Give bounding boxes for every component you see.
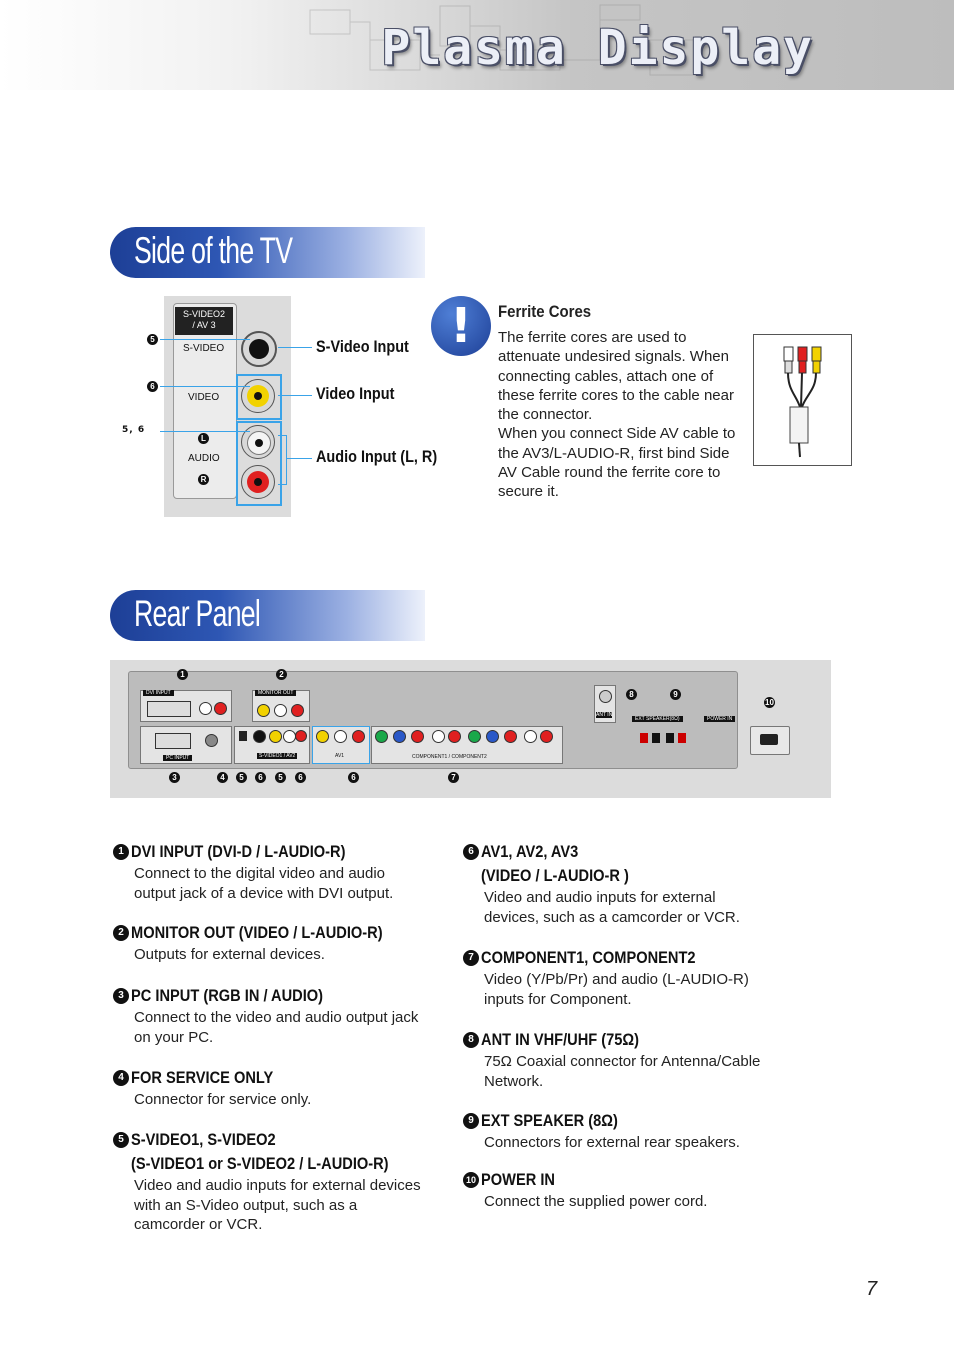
- comp2-pr-jack[interactable]: [504, 730, 517, 743]
- section-title-side: Side of the TV: [134, 230, 293, 271]
- av2-video-jack[interactable]: [269, 730, 282, 743]
- av1-audio-l-jack[interactable]: [334, 730, 347, 743]
- section-title-rear: Rear Panel: [134, 593, 261, 634]
- rgb-port[interactable]: [155, 733, 191, 749]
- rear-marker-10: 10: [765, 698, 774, 707]
- service-port[interactable]: [239, 731, 247, 741]
- side-label-l: L: [198, 433, 209, 444]
- legend-body-10: Connect the supplied power cord.: [484, 1193, 708, 1210]
- legend-title-6: AV1, AV2, AV3: [481, 842, 579, 861]
- dvi-label: DVI INPUT: [143, 690, 174, 696]
- av1-label: AV1: [335, 753, 345, 759]
- callout-line-svideo: [278, 347, 312, 348]
- callout-line-audio: [286, 458, 312, 459]
- section-banner-rear: [110, 590, 425, 641]
- dvi-port[interactable]: [147, 701, 191, 717]
- legend-title-2: MONITOR OUT (VIDEO / L-AUDIO-R): [131, 923, 383, 942]
- legend-title-3: PC INPUT (RGB IN / AUDIO): [131, 986, 324, 1005]
- legend-num-8: 8: [463, 1032, 479, 1048]
- comp1-pb-jack[interactable]: [393, 730, 406, 743]
- av2-audio-r-jack[interactable]: [295, 730, 307, 742]
- ant-in-jack[interactable]: [599, 690, 612, 703]
- legend-body-9: Connectors for external rear speakers.: [484, 1134, 740, 1151]
- legend-num-5: 5: [113, 1132, 129, 1148]
- ant-in-block: [594, 685, 616, 723]
- legend-item-10: [463, 1168, 763, 1212]
- legend-body-4: Connector for service only.: [134, 1091, 312, 1108]
- pc-input-block: [140, 726, 232, 764]
- dvi-input-block: [140, 690, 232, 722]
- comp2-pb-jack[interactable]: [486, 730, 499, 743]
- rear-marker-1: 1: [177, 669, 188, 680]
- legend-item-3: [113, 984, 423, 1047]
- legend-title2-6: (VIDEO / L-AUDIO-R ): [481, 866, 629, 885]
- monitor-label: MONITOR OUT: [255, 690, 296, 696]
- rear-marker-6c: 6: [348, 772, 359, 783]
- comp2-y-jack[interactable]: [468, 730, 481, 743]
- ext-speaker-r-minus[interactable]: [666, 733, 674, 743]
- rear-marker-6b: 6: [295, 772, 306, 783]
- legend-body-6: Video and audio inputs for external devices, such as a camcorder or VCR.: [484, 889, 740, 926]
- side-marker-audio: 5, 6: [122, 425, 146, 435]
- pc-audio-jack[interactable]: [205, 734, 218, 747]
- legend-num-4: 4: [113, 1070, 129, 1086]
- side-marker-video: 6: [147, 381, 158, 392]
- dvi-audio-l-jack[interactable]: [199, 702, 212, 715]
- legend-item-8: [463, 1028, 763, 1091]
- component-label: COMPONENT1 / COMPONENT2: [412, 754, 487, 760]
- av1-block: [312, 726, 370, 764]
- rear-marker-5a: 5: [236, 772, 247, 783]
- legend-body-7: Video (Y/Pb/Pr) and audio (L-AUDIO-R) inputs for Component.: [484, 971, 749, 1008]
- rear-marker-2: 2: [276, 669, 287, 680]
- side-marker-svideo: 5: [147, 334, 158, 345]
- av1-video-jack[interactable]: [316, 730, 329, 743]
- side-panel-label-top: S-VIDEO2 / AV 3: [175, 307, 233, 335]
- rear-marker-6a: 6: [255, 772, 266, 783]
- legend-num-10: 10: [463, 1172, 479, 1188]
- av-cable-icon: [754, 335, 851, 465]
- legend-body-5: Video and audio inputs for external devices with an S-Video output, such as a camcorder or VCR.: [134, 1177, 421, 1233]
- marker-line-svideo: [160, 339, 250, 340]
- legend-title-9: EXT SPEAKER (8Ω): [481, 1111, 618, 1130]
- legend-item-1: [113, 840, 423, 903]
- ferrite-cable-illustration: [753, 334, 852, 466]
- ferrite-title: Ferrite Cores: [498, 302, 592, 321]
- legend-item-9: [463, 1109, 763, 1153]
- ant-label: ANT IN: [596, 712, 613, 718]
- ext-speaker-r-plus[interactable]: [678, 733, 686, 743]
- av2-label: S-VIDEO1 / AV2: [259, 753, 296, 759]
- comp2-audio-l-jack[interactable]: [524, 730, 537, 743]
- legend-title-4: FOR SERVICE ONLY: [131, 1068, 274, 1087]
- callout-svideo-input: S-Video Input: [316, 337, 409, 356]
- exclamation-mark: !: [450, 298, 472, 354]
- legend-body-8: 75Ω Coaxial connector for Antenna/Cable Network.: [484, 1053, 761, 1090]
- pc-label: PC INPUT: [163, 755, 192, 761]
- audio-right-jack[interactable]: [241, 465, 275, 499]
- rear-marker-8: 8: [626, 689, 637, 700]
- legend-body-1: Connect to the digital video and audio output jack of a device with DVI output.: [134, 865, 394, 902]
- legend-item-7: [463, 946, 763, 1009]
- comp1-audio-r-jack[interactable]: [448, 730, 461, 743]
- side-label-r: R: [198, 474, 209, 485]
- section-banner-side: [110, 227, 425, 278]
- legend-title-7: COMPONENT1, COMPONENT2: [481, 948, 696, 967]
- rear-marker-4: 4: [217, 772, 228, 783]
- rear-marker-7: 7: [448, 772, 459, 783]
- comp1-pr-jack[interactable]: [411, 730, 424, 743]
- header-title: Plasma Display: [381, 20, 814, 76]
- legend-num-9: 9: [463, 1113, 479, 1129]
- legend-title-5: S-VIDEO1, S-VIDEO2: [131, 1130, 276, 1149]
- legend-item-5: [113, 1128, 423, 1235]
- svideo-jack[interactable]: [241, 331, 277, 367]
- rear-panel-faceplate: [128, 671, 738, 769]
- legend-body-3: Connect to the video and audio output jack on your PC.: [134, 1009, 419, 1046]
- rear-marker-9: 9: [670, 689, 681, 700]
- legend-num-7: 7: [463, 950, 479, 966]
- monitor-audio-l-jack[interactable]: [274, 704, 287, 717]
- power-label: POWER IN: [704, 716, 735, 722]
- comp1-audio-l-jack[interactable]: [432, 730, 445, 743]
- ferrite-body: The ferrite cores are used to attenuate undesired signals. When connecting cables, attach one of these ferrite cores to the cable near the connector. When you connect Side AV cable to the AV3/L-AUDIO-R, first bind Side AV Cable round the ferrite core to secure it.: [498, 329, 736, 501]
- legend-num-2: 2: [113, 925, 129, 941]
- dvi-audio-r-jack[interactable]: [214, 702, 227, 715]
- component-block: [371, 726, 563, 764]
- callout-audio-input: Audio Input (L, R): [316, 447, 438, 466]
- legend-num-3: 3: [113, 988, 129, 1004]
- side-label-svideo: S-VIDEO: [183, 343, 225, 354]
- legend-title-8: ANT IN VHF/UHF (75Ω): [481, 1030, 639, 1049]
- legend-title-10: POWER IN: [481, 1170, 555, 1189]
- service-svideo-block: [234, 726, 310, 764]
- monitor-video-jack[interactable]: [257, 704, 270, 717]
- legend-num-1: 1: [113, 844, 129, 860]
- legend-item-6: [463, 840, 763, 927]
- power-in-socket[interactable]: [750, 726, 790, 755]
- video-jack[interactable]: [241, 379, 275, 413]
- side-label-audio: AUDIO: [188, 453, 220, 464]
- legend-item-2: [113, 921, 423, 965]
- monitor-audio-r-jack[interactable]: [291, 704, 304, 717]
- ext-speaker-l-minus[interactable]: [652, 733, 660, 743]
- comp2-audio-r-jack[interactable]: [540, 730, 553, 743]
- monitor-out-block: [252, 690, 310, 722]
- legend-body-2: Outputs for external devices.: [134, 946, 325, 963]
- header-banner: [0, 0, 954, 90]
- legend-num-6: 6: [463, 844, 479, 860]
- marker-line-audio: [160, 431, 250, 432]
- legend-title2-5: (S-VIDEO1 or S-VIDEO2 / L-AUDIO-R): [131, 1154, 389, 1173]
- marker-line-video: [160, 386, 250, 387]
- rear-marker-5b: 5: [275, 772, 286, 783]
- legend-item-4: [113, 1066, 423, 1110]
- ext-speaker-l-plus[interactable]: [640, 733, 648, 743]
- legend-title-1: DVI INPUT (DVI-D / L-AUDIO-R): [131, 842, 346, 861]
- comp1-y-jack[interactable]: [375, 730, 388, 743]
- callout-video-input: Video Input: [316, 384, 395, 403]
- av1-audio-r-jack[interactable]: [352, 730, 365, 743]
- ext-speaker-label: EXT SPEAKER(8Ω): [632, 716, 683, 722]
- page-number: 7: [866, 1278, 878, 1300]
- side-label-video: VIDEO: [188, 392, 220, 403]
- svideo1-jack[interactable]: [253, 730, 266, 743]
- callout-line-video: [278, 395, 312, 396]
- rear-marker-3: 3: [169, 772, 180, 783]
- callout-bracket-audio: [278, 435, 287, 485]
